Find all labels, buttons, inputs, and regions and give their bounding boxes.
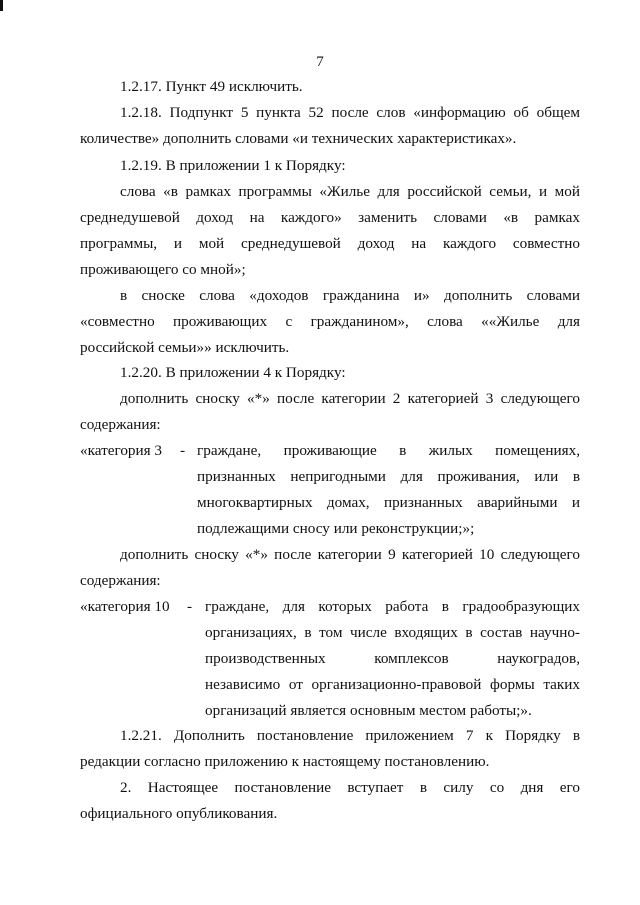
paragraph-replace-words — [80, 179, 580, 283]
page-number: 7 — [316, 54, 324, 70]
paragraph-line: слова «в рамках программы «Жилье для российской семьи, и мой — [120, 183, 580, 200]
paragraph-line: содержания: — [80, 572, 161, 589]
paragraph-line: содержания: — [80, 416, 161, 433]
category-10-dash: - — [187, 598, 193, 615]
paragraph-1-2-17: 1.2.17. Пункт 49 исключить. — [120, 78, 303, 95]
paragraph-line: количестве» дополнить словами «и технических характеристиках». — [80, 130, 517, 147]
paragraph-line: 1.2.21. Дополнить постановление приложением 7 к Порядку в — [120, 727, 580, 744]
category-10-label: «категория 10 — [80, 598, 170, 615]
paragraph-footnote-words — [80, 283, 580, 361]
paragraph-2 — [80, 775, 580, 827]
paragraph-1-2-21 — [80, 723, 580, 775]
category-line: независимо от организационно-правовой формы таких — [205, 676, 580, 693]
paragraph-line: 1.2.18. Подпункт 5 пункта 52 после слов «информацию об общем — [120, 104, 580, 121]
paragraph-line: дополнить сноску «*» после категории 9 категорией 10 следующего — [120, 546, 580, 563]
category-line: организациях, в том числе входящих в состав научно- — [205, 624, 580, 641]
paragraph-1-2-20: 1.2.20. В приложении 4 к Порядку: — [120, 364, 346, 381]
category-3-text — [197, 438, 580, 542]
paragraph-line: 2. Настоящее постановление вступает в силу со дня его — [120, 779, 580, 796]
paragraph-line: «совместно проживающих с гражданином», слова ««Жилье для — [80, 313, 580, 330]
category-3-label: «категория 3 — [80, 442, 163, 459]
paragraph-add-category-10 — [80, 542, 580, 594]
category-10-text — [205, 594, 580, 724]
category-line: производственных комплексов наукоградов, — [205, 650, 580, 667]
paragraph-add-category-3 — [80, 386, 580, 438]
paragraph-line: дополнить сноску «*» после категории 2 категорией 3 следующего — [120, 390, 580, 407]
category-line: подлежащими сносу или реконструкции;»; — [197, 520, 475, 537]
category-line: граждане, проживающие в жилых помещениях, — [197, 442, 580, 459]
category-line: организаций является основным местом работы;». — [205, 702, 532, 719]
category-line: граждане, для которых работа в градообразующих — [205, 598, 580, 615]
paragraph-1-2-18 — [80, 100, 580, 152]
paragraph-line: редакции согласно приложению к настоящему постановлению. — [80, 753, 490, 770]
paragraph-line: в сноске слова «доходов гражданина и» дополнить словами — [120, 287, 580, 304]
paragraph-line: среднедушевой доход на каждого» заменить словами «в рамках — [80, 209, 580, 226]
category-line: многоквартирных домах, признанных аварийными и — [197, 494, 580, 511]
paragraph-line: проживающего со мной»; — [80, 261, 246, 278]
paragraph-line: официального опубликования. — [80, 805, 278, 822]
scan-corner-mark — [0, 0, 3, 11]
category-line: признанных непригодными для проживания, или в — [197, 468, 580, 485]
category-3-dash: - — [180, 442, 186, 459]
paragraph-1-2-19: 1.2.19. В приложении 1 к Порядку: — [120, 157, 346, 174]
paragraph-line: российской семьи»» исключить. — [80, 339, 290, 356]
paragraph-line: программы, и мой среднедушевой доход на каждого совместно — [80, 235, 580, 252]
